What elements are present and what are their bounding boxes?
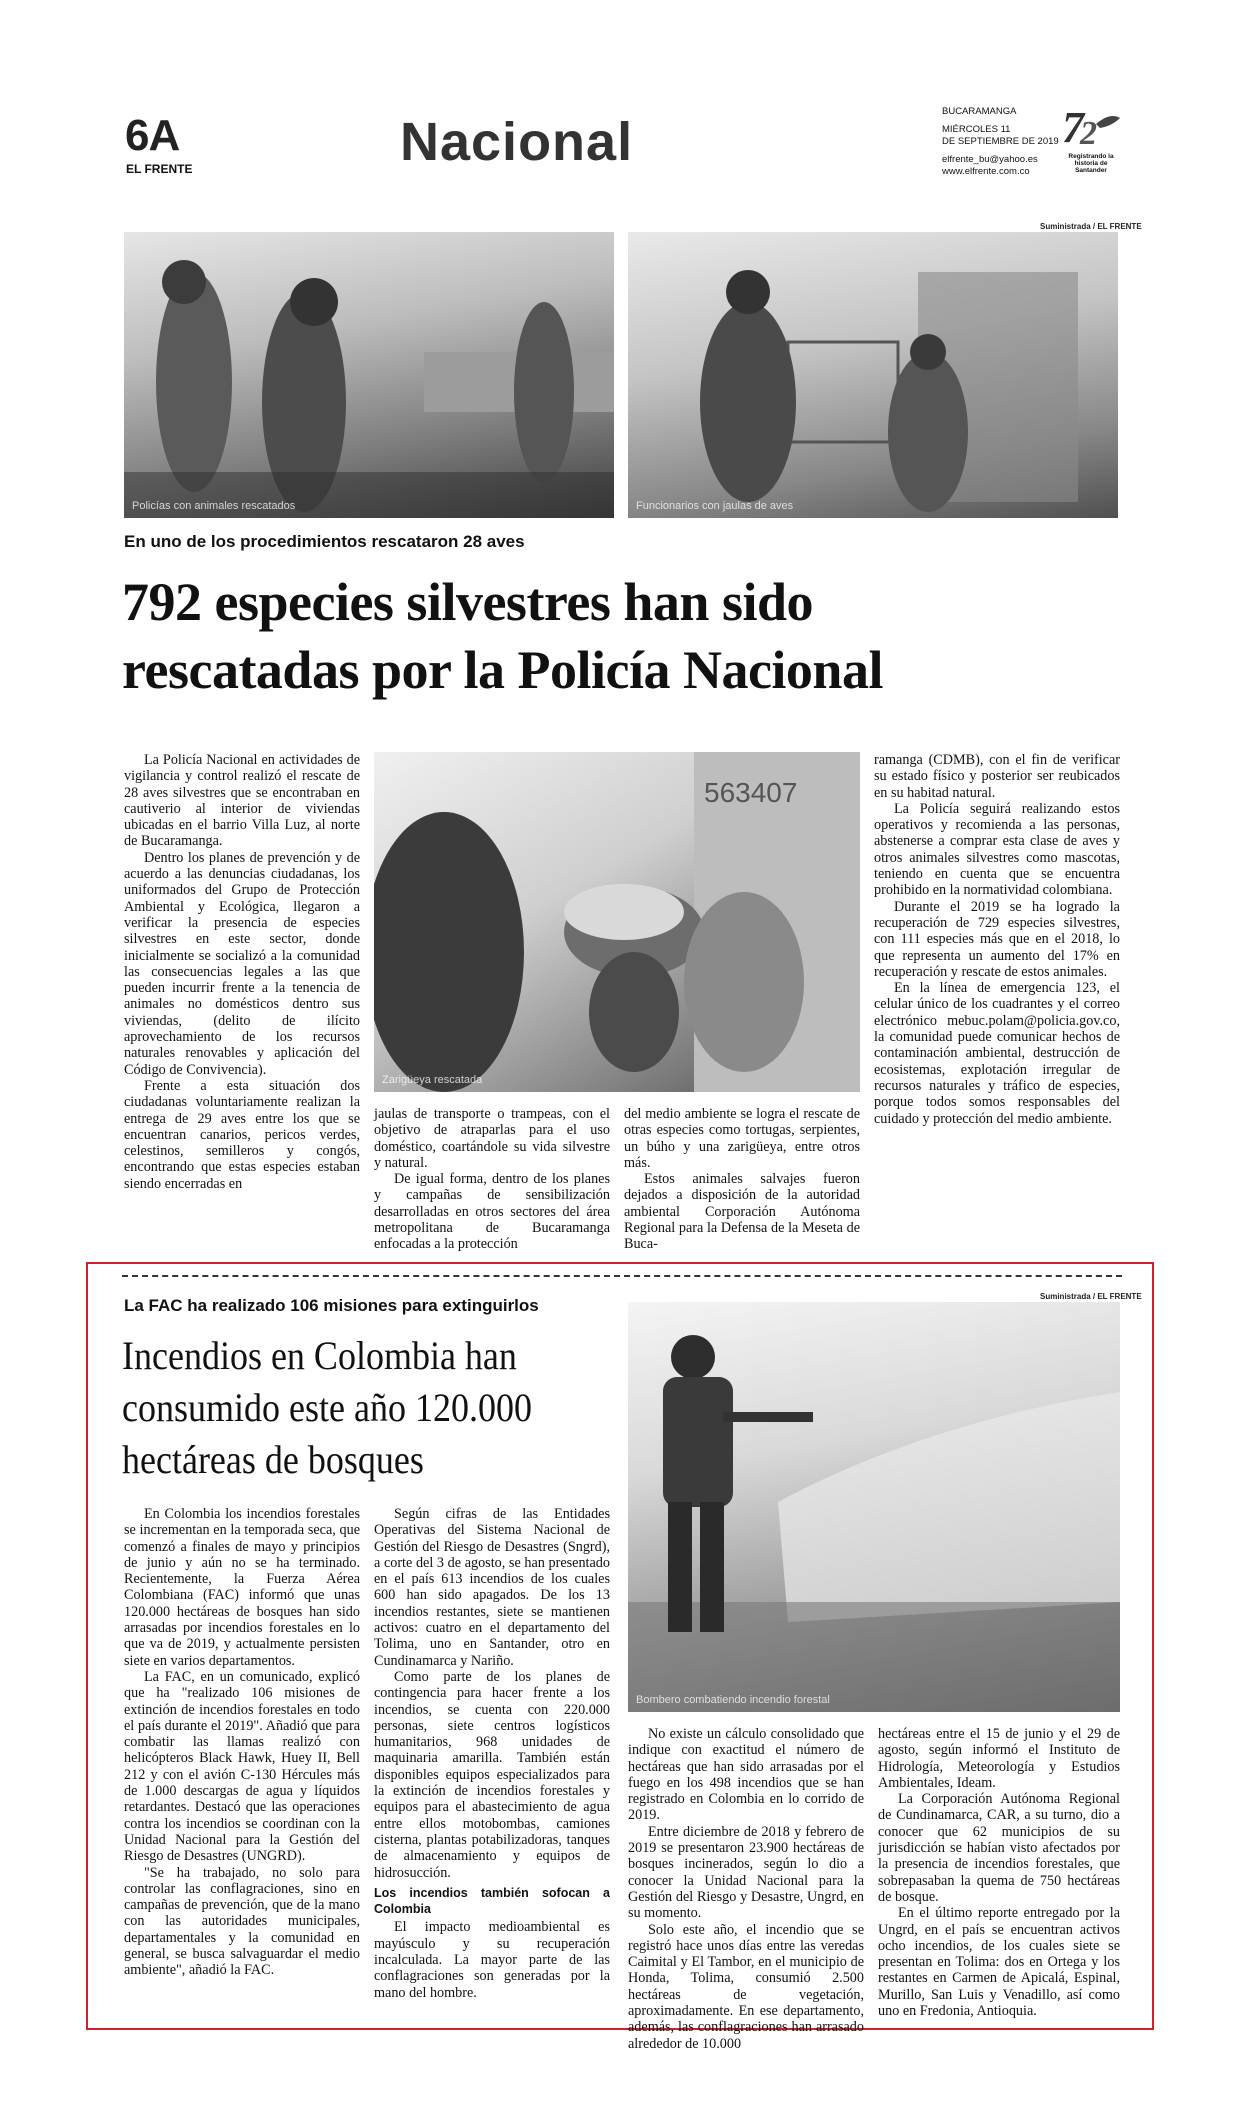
paragraph: En el último reporte entregado por la Ungrd, en el país se encuentran activos ocho incendios, de los cuales siete se presentan en Tolima: dos en Ortega y los restantes en Carmen de Apicalá, Espinal, Murillo, San Luis y Venadillo, así como uno en Fredonia, Antioquia. [878,1905,1120,2020]
date-line-1: MIÉRCOLES 11 [942,124,1011,135]
paragraph: La Policía seguirá realizando estos operativos y recomienda a las personas, abstenerse a comprar esta clase de aves y otros animales silvestres como mascotas, teniendo en cuenta que se encuentra prohibido en la normatividad colombiana. [874,800,1120,899]
masthead [120,104,1120,182]
paragraph: hectáreas entre el 15 de junio y el 29 de agosto, según informó el Instituto de Hidrología, Meteorología y Estudios Ambientales, Ideam. [878,1726,1120,1791]
photo-opossum [374,752,860,1092]
story2-photo-caption: Bombero combatiendo incendio forestal [636,1694,830,1706]
story2-column-3 [628,1726,864,2052]
section-title: Nacional [400,112,634,172]
photo-opossum-image [374,752,860,1092]
paragraph: del medio ambiente se logra el rescate de otras especies como tortugas, serpientes, un búho y una zarigüeya, entre otros más. [624,1106,860,1171]
section-divider [122,1275,1122,1277]
date-line-2: DE SEPTIEMBRE DE 2019 [942,136,1059,147]
paragraph: El impacto medioambiental es mayúsculo y su recuperación incalculada. La mayor parte de las conflagraciones son generadas por la mano del hombre. [374,1919,610,2001]
email[interactable]: elfrente_bu@yahoo.es [942,154,1038,165]
story2-photo-credit: Suministrada / EL FRENTE [1040,1292,1142,1301]
story2-headline-line-3: hectáreas de bosques [122,1437,424,1482]
paragraph: Estos animales salvajes fueron dejados a disposición de la autoridad ambiental Corporación Autónoma Regional para la Defensa de la Meseta de Buca- [624,1171,860,1253]
dateline [942,106,1062,178]
story1-headline [122,568,1122,704]
paragraph: ramanga (CDMB), con el fin de verificar su estado físico y posterior ser reubicados en su habitad natural. [874,752,1120,801]
story2-kicker: La FAC ha realizado 106 misiones para extinguirlos [124,1296,539,1315]
svg-text:2: 2 [1080,115,1097,148]
paragraph: La Corporación Autónoma Regional de Cundinamarca, CAR, a su turno, dio a conocer que 62 municipios de su jurisdicción se habían visto afectados por la presencia de incendios forestales, que sobrepasaban la quema de 750 hectáreas de bosque. [878,1791,1120,1905]
logo-icon [1060,104,1122,148]
svg-text:563407: 563407 [704,777,798,808]
paragraph: En la línea de emergencia 123, el celular único de los cuadrantes y el correo electrónico mebuc.polam@policia.gov.co, la comunidad puede comunicar hechos de contaminación ambiental, destrucción de ecosistemas, explotación irregular de recursos naturales y tráfico de especies, porque todos somos responsables del cuidado y protección del medio ambiente. [874,980,1120,1127]
photo-center-caption: Zarigüeya rescatada [382,1074,483,1086]
story1-column-4 [874,752,1120,1127]
story2-headline-line-2: consumido este año 120.000 [122,1385,532,1430]
story2-column-4 [878,1726,1120,2019]
paragraph: Como parte de los planes de contingencia para hacer frente a los incendios, se cuenta con 220.000 personas, siete centros logísticos humanitarios, 968 unidades de maquinaria amarilla. También están disponibles equipos especializados para la extinción de incendios forestales y equipos para el abastecimiento de agua entre ellos motobombas, camiones cisterna, plantas potabilizadoras, tanques de almacenamiento y equipos de hidrosucción. [374,1668,610,1881]
photo-bird-cages [628,232,1118,518]
photo-police-animals [124,232,614,518]
story1-headline-line-2: rescatadas por la Policía Nacional [122,640,883,700]
story2-subhead: Los incendios también sofocan a Colombia [374,1885,610,1917]
photo-credit: Suministrada / EL FRENTE [1040,222,1142,231]
paragraph: Solo este año, el incendio que se registró hace unos días entre las veredas Caimital y El Tambor, en el municipio de Honda, Tolima, consumió 2.500 hectáreas de vegetación, aproximadamente. En ese departamento, además, las conflagraciones han arrasado alrededor de 10.000 [628,1921,864,2052]
story2-headline-line-1: Incendios en Colombia han [122,1333,517,1378]
paragraph: La FAC, en un comunicado, explicó que ha "realizado 106 misiones de extinción de incendios forestales en todo el país durante el 2019". Añadió que para combatir las llamas realizó con helicópteros Black Hawk, Huey II, Bell 212 y con el avión C-130 Hércules más de 1.000 descargas de agua y líquidos retardantes. Destacó que las operaciones contra los incendios se coordinan con la Unidad Nacional para la Gestión del Riesgo de Desastres (UNGRD). [124,1668,360,1865]
paragraph: Según cifras de las Entidades Operativas del Sistema Nacional de Gestión del Riesgo de Desastres (Sngrd), a corte del 3 de agosto, se han presentado en el país 613 incendios de los cuales 600 han sido apagados. De los 13 incendios restantes, siete se mantienen activos: cuatro en el departamento del Tolima, uno en Santander, otro en Cundinamarca y Nariño. [374,1506,610,1669]
page-number: 6A [125,111,180,160]
story2-column-1 [124,1506,360,1979]
paragraph: No existe un cálculo consolidado que indique con exactitud el número de hectáreas que han sido arrasadas por el fuego en los 498 incendios que se han registrado en Colombia en lo corrido de 2019. [628,1726,864,1824]
photo-right-caption: Funcionarios con jaulas de aves [636,500,794,512]
anniversary-logo [1060,104,1122,174]
logo-text: Registrando la historia de Santander [1068,153,1114,174]
photo-bird-cages-image [628,232,1118,518]
paper-name: EL FRENTE [126,162,193,176]
photo-police-animals-image [124,232,614,518]
story1-headline-line-1: 792 especies silvestres han sido [122,572,814,632]
paragraph: Frente a esta situación dos ciudadanas voluntariamente realizan la entrega de 29 aves entre los que se encuentran canarios, pericos verdes, celestinos, semilleros y congós, encontrando que estas especies estaban siendo encerradas en [124,1077,360,1192]
story2-column-2 [374,1506,610,2001]
photo-left-caption: Policías con animales rescatados [132,500,296,512]
story1-kicker: En uno de los procedimientos rescataron 28 aves [124,532,525,551]
story1-column-2 [374,1106,610,1253]
paragraph: jaulas de transporte o trampeas, con el objetivo de atraparlas para el uso doméstico, coartándole su vida silvestre y natural. [374,1106,610,1171]
paragraph: Entre diciembre de 2018 y febrero de 2019 se presentaron 23.900 hectáreas de bosques incinerados, según lo dio a conocer la Unidad Nacional para la Gestión del Riesgo y Desastre, Ungrd, en su momento. [628,1823,864,1922]
story1-column-1 [124,752,360,1192]
city: BUCARAMANGA [942,106,1017,117]
photo-firefighter [628,1302,1120,1712]
story1-column-3 [624,1106,860,1253]
paragraph: La Policía Nacional en actividades de vigilancia y control realizó el rescate de 28 aves silvestres que se encontraban en cautiverio al interior de viviendas ubicadas en el barrio Villa Luz, al norte de Bucaramanga. [124,752,360,850]
paragraph: De igual forma, dentro de los planes y campañas de sensibilización desarrolladas en otros sectores del área metropolitana de Bucaramanga enfocadas a la protección [374,1171,610,1253]
paragraph: En Colombia los incendios forestales se incrementan en la temporada seca, que comenzó a finales de mayo y principios de junio y aún no se ha terminado. Recientemente, la Fuerza Aérea Colombiana (FAC) informó que unas 120.000 hectáreas de bosques han sido arrasadas por incendios forestales en lo que va de 2019, y actualmente persisten siete en varios departamentos. [124,1506,360,1669]
svg-text:7: 7 [1062,104,1084,148]
paragraph: "Se ha trabajado, no solo para controlar las conflagraciones, sino en campañas de prevención, que de la mano con las autoridades municipales, departamentales y la comunidad en general, se busca salvaguardar el medio ambiente", añadió la FAC. [124,1864,360,1979]
paragraph: Durante el 2019 se ha logrado la recuperación de 729 especies silvestres, con 111 especies más que en el 2018, lo que representa un aumento del 17% en recuperación y rescate de estos animales. [874,898,1120,980]
website[interactable]: www.elfrente.com.co [942,166,1030,177]
photo-firefighter-image [628,1302,1120,1712]
story2-headline [122,1330,572,1486]
paragraph: Dentro los planes de prevención y de acuerdo a las denuncias ciudadanas, los uniformados del Grupo de Protección Ambiental y Ecológica, llegaron a verificar la presencia de especies silvestres en este sector, donde inicialmente se socializó a la comunidad las consecuencias legales a las que pueden incurrir frente a la tenencia de animales no domésticos dentro sus viviendas, (delito de ilícito aprovechamiento de los recursos naturales renovables y aplicación del Código de Convivencia). [124,849,360,1078]
